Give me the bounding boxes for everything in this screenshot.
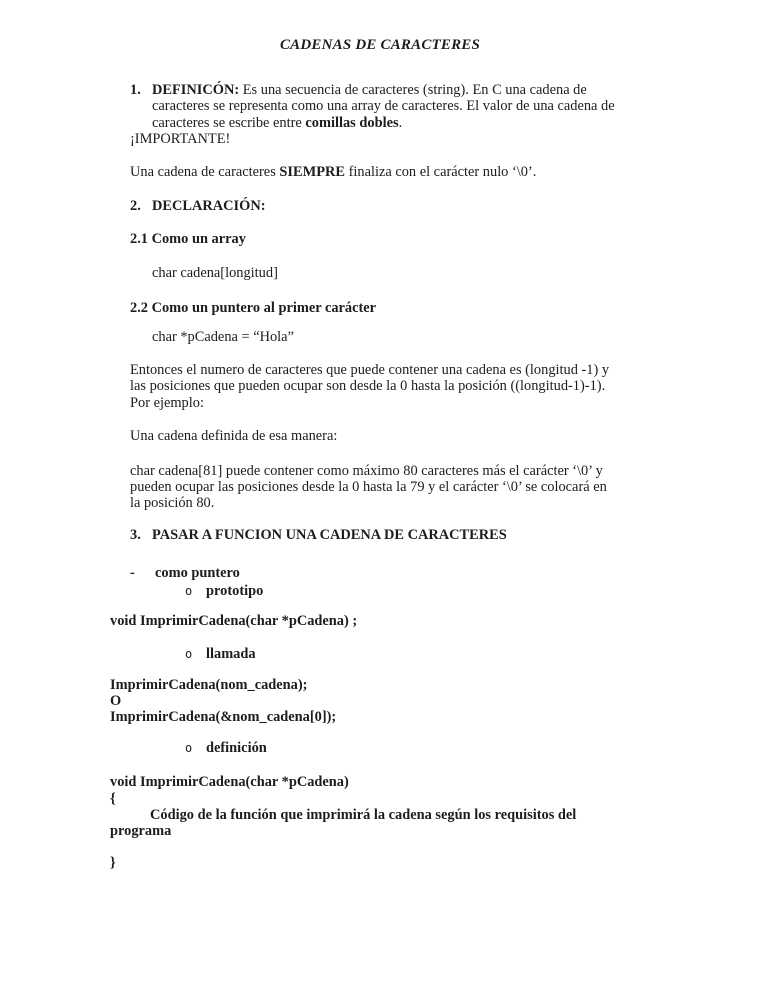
code-line: Código de la función que imprimirá la cadena según los requisitos del [150,806,577,823]
code-line: void ImprimirCadena(char *pCadena) [110,774,349,791]
circle-bullet: o [185,584,193,599]
code-llamada-block [110,677,660,726]
null-char-note [130,164,660,180]
importante-note: ¡IMPORTANTE! [130,130,231,147]
code-pointer-declaration: char *pCadena = “Hola” [152,329,294,346]
code-array-declaration: char cadena[longitud] [152,264,278,281]
code-definicion-block [110,774,660,839]
paragraph-line: Entonces el numero de caracteres que puede contener una cadena es (longitud -1) y [130,362,610,379]
bullet-definicion [185,740,660,756]
definition-line-3 [152,115,660,131]
definition-line-2: caracteres se representa como una array de caracteres. El valor de una cadena de [152,98,615,115]
code-line: { [110,790,116,807]
definition-term: DEFINICÓN: [152,82,240,99]
paragraph-char81 [130,463,660,512]
code-line: ImprimirCadena(&nom_cadena[0]); [110,709,337,726]
text-run: . [398,114,403,131]
bullet-label: prototipo [206,583,264,600]
paragraph-line: las posiciones que pueden ocupar son desde la 0 hasta la posición ((longitud-1)-1). [130,378,606,395]
pasar-heading [130,527,660,543]
code-line: ImprimirCadena(nom_cadena); [110,676,308,693]
definition-item [130,82,660,131]
declaracion-heading [130,198,660,214]
paragraph-una-cadena: Una cadena definida de esa manera: [130,427,338,444]
text-run: Es una secuencia de caracteres (string). En C una cadena de [239,82,587,99]
circle-bullet: o [185,741,193,756]
list-number-3: 3. [130,526,141,543]
code-line: programa [110,823,172,840]
paragraph-entonces [130,362,660,411]
code-line: O [110,692,122,709]
paragraph-line: char cadena[81] puede contener como máximo 80 caracteres más el carácter ‘\0’ y [130,463,603,480]
dash-bullet: - [130,564,135,581]
list-number-2: 2. [130,198,141,215]
paragraph-line: Por ejemplo: [130,394,204,411]
bullet-como-puntero [130,565,660,581]
subheading-2-2: 2.2 Como un puntero al primer carácter [130,299,377,316]
paragraph-line: la posición 80. [130,495,215,512]
list-number-1: 1. [130,82,141,99]
subheading-2-1: 2.1 Como un array [130,231,246,248]
definition-line-1 [152,82,660,98]
text-run: caracteres se escribe entre [152,114,306,131]
text-run: Una cadena de caracteres [130,164,280,181]
bullet-label: definición [206,740,267,757]
definition-text [152,82,660,131]
paragraph-line: pueden ocupar las posiciones desde la 0 hasta la 79 y el carácter ‘\0’ se colocará en [130,479,607,496]
bullet-llamada [185,646,660,662]
circle-bullet: o [185,647,193,662]
pasar-label: PASAR A FUNCION UNA CADENA DE CARACTERES [152,526,507,543]
bullet-label: llamada [206,646,256,663]
siempre-bold: SIEMPRE [279,164,345,181]
comillas-dobles-bold: comillas dobles [305,114,399,131]
bullet-label: como puntero [155,564,240,581]
declaracion-label: DECLARACIÓN: [152,198,266,215]
code-prototipo: void ImprimirCadena(char *pCadena) ; [110,613,358,630]
code-closing-brace: } [110,855,116,872]
bullet-prototipo [185,583,660,599]
text-run: finaliza con el carácter nulo ‘\0’. [344,164,537,181]
document-title: CADENAS DE CARACTERES [279,37,481,53]
